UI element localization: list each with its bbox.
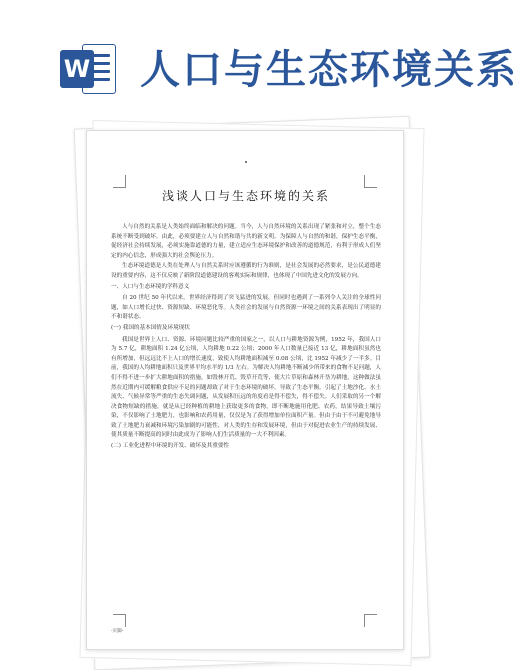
section-heading: 一、人口与生态环境的学科意义 [111,283,190,290]
body-paragraph: 自 20 世纪 50 年代以来，世界经济得到了突飞猛进的发展，但同时也遇到了一系列令人关注的全球性问题，如人口增长过快、资源短缺、环境恶化等。人类社会的发展与自然资源一环境之间的关系表现出了明显的不和谐状态。 [111,295,381,321]
page-marker [245,161,247,163]
banner-title: 人口与生态环境关系 [140,47,518,93]
document-page[interactable] [86,130,404,650]
section-heading: (二) 工业化进程中环境的开发、破坏及其重要性 [111,443,230,450]
body-paragraph: 我国是世界上人口、资源、环境问题比较严重的国家之一，以人口与耕地资源为例，1952 年，我国人口为 5.7 亿，耕地面积 1.24 亿公顷，人均耕地 0.22 公顷；2000 年人口数量已接近 13 亿，耕地面积虽然也有所增加，但远远比不上人口的增长速度，致使人均耕地面积减至 0.08 公顷，比 1952 年减少了一半多。目前，我国的人均耕地面积只及世界平均水平的 1/3 左右。为解决人均耕地不断减少所带来的食物不足问题，人们不得不进一步扩大耕地面积的措施，如毁林开荒、毁草开荒等，使大片草原和森林开垦为耕地，这种做法虽然在近期内可缓解粮食供应不足的问题却致了对于生态环境的破坏，导致了生态平衡。引起了土地沙化、水土流失、气候异常等严重的生态失调问题，从发展积压远的角度看是得不偿失，得不偿失。人们采取的另一个解决食物短缺的措施，就是从已经种植的耕地上获取更多的食物，即不断地施用化肥、农药，结果导致土壤污染，不仅影响了土地肥力，也影响和农药用量，仅仅是为了获得增加单位面积产量。但由于由于不可避免地导致了土地肥力衰减和环境污染加剧的可能性，对人类的生存和发展环境，但由于对促进农业生产的持续发展、使其质量不断提高的同时由此成为了影响人们生活质量的一大不利因素。 [111,336,381,439]
crop-mark [113,614,126,627]
section-heading: (一) 我国的基本国情及环境现状 [111,324,190,331]
word-logo-letter: W [60,50,94,88]
word-icon [60,40,118,98]
body-paragraph: 生态环境道德是人类在处理人与自然关系时应该遵循的行为准则，是社会发展的必然要求，是公民道德建设的重要内容，这不仅反映了新阶段道德建设的客观实际和规律，也体现了中国先进文化的发展方向。 [111,263,381,279]
page-footer: -页脚- [111,629,124,634]
crop-mark [364,614,377,627]
banner [0,0,518,120]
body-paragraph: 人与自然的关系是人类始终面临和解决的问题。当今，人与自然环境的关系出现了紧张和对立，整个生态系统不断受到破坏。由此，必须要建立人与自然和谐与共的新文明。为保障人与自然的和谐，保护生态平衡，促经济社会持续发展，必须实施靠道德的力量，建立适应生态环境保护和改善的道德规范，有利于形成人们坚定的内心信念，形成强大的社会舆论压力。 [111,224,381,259]
document-title: 浅谈人口与生态环境的关系 [161,189,330,203]
document-body [111,223,381,454]
